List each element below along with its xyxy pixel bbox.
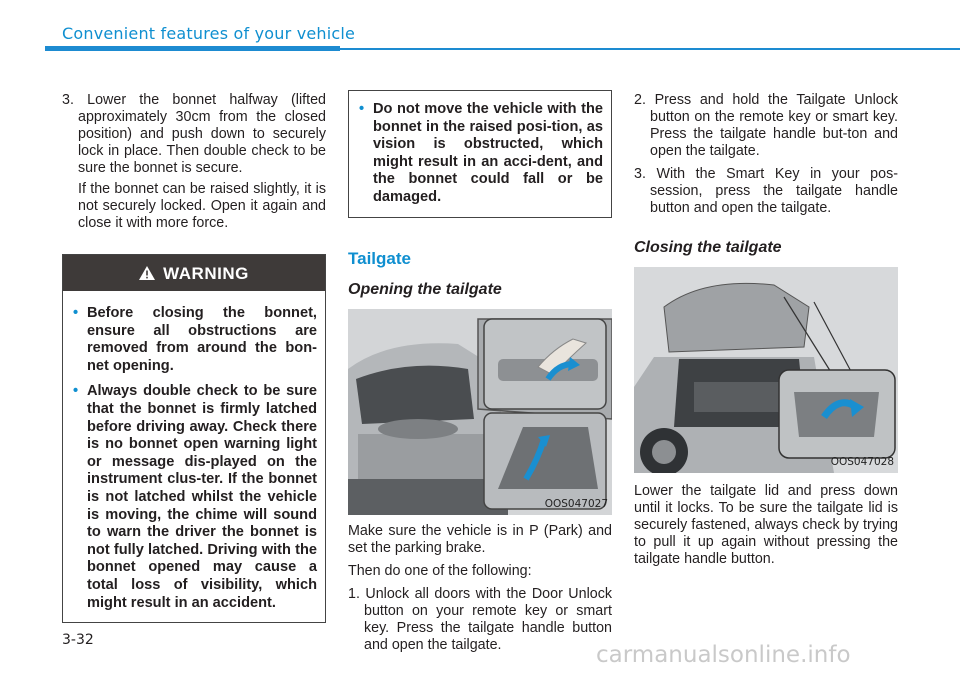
caution-item: • Do not move the vehicle with the bonnet in the raised posi-tion, as vision is obstructed, which might result in an acci-dent, and the bonnet could fall or be damaged. xyxy=(359,101,603,207)
tailgate-opening-illustration xyxy=(348,309,612,515)
warning-label: WARNING xyxy=(163,263,249,283)
step-3-smart-key-text: 3. With the Smart Key in your pos-session, press the tailgate handle button and open the tailgate. xyxy=(634,166,898,216)
subsection-title-opening: Opening the tailgate xyxy=(348,280,502,298)
column-3 xyxy=(634,92,898,568)
options-intro: Then do one of the following: xyxy=(348,562,532,579)
park-instruction: Make sure the vehicle is in P (Park) and set the parking brake. xyxy=(348,522,612,556)
figure-code: OOS047028 xyxy=(830,456,894,468)
step-1-text: 1. Unlock all doors with the Door Unlock button on your remote key or smart key. Press the tailgate handle button and open the tailgate. xyxy=(348,585,612,653)
column-1 xyxy=(62,92,326,623)
figure-opening-tailgate xyxy=(348,309,612,515)
warning-body xyxy=(63,291,325,622)
section-title-tailgate: Tailgate xyxy=(348,248,411,268)
figure-code: OOS047027 xyxy=(544,497,608,510)
step-2-text: 2. Press and hold the Tailgate Unlock button on the remote key or smart key. Press the tailgate handle but-ton and open the tailgate. xyxy=(634,92,898,159)
subsection-title-closing: Closing the tailgate xyxy=(634,239,782,256)
closing-instruction: Lower the tailgate lid and press down until it locks. To be sure the tailgate lid is securely fastened, always check by trying to pull it up again without pressing the tailgate handle button. xyxy=(634,483,898,567)
figure-closing-tailgate xyxy=(634,267,898,473)
warning-triangle-icon xyxy=(139,266,155,280)
tailgate-closing-illustration xyxy=(634,267,898,473)
caution-box xyxy=(348,90,612,218)
warning-item: • Before closing the bonnet, ensure all obstructions are removed from around the bon-net opening. xyxy=(73,305,317,375)
warning-box xyxy=(62,254,326,623)
warning-item: • Always double check to be sure that the bonnet is firmly latched before driving away. Check there is no bonnet open warning light or message dis-played on the instrument clus-ter. If the bonnet is not latched whilst the vehicle is moving, the chime will sound to warn the driver the bonnet is not fully latched. Driving with the bonnet opened may cause a total loss of visibility, which might result in an accident. xyxy=(73,383,317,612)
column-2 xyxy=(348,90,612,654)
note-text: If the bonnet can be raised slightly, it is not securely locked. Open it again and close it with more force. xyxy=(78,181,326,231)
site-watermark: carmanualsonline.info xyxy=(596,642,851,668)
step-3-text: 3. Lower the bonnet halfway (lifted approximately 30cm from the closed position) and push down to securely lock in place. Then double check to be sure the bonnet is secure. xyxy=(62,92,326,176)
warning-header xyxy=(63,255,325,291)
section-header-title: Convenient features of your vehicle xyxy=(62,24,356,43)
page-number: 3-32 xyxy=(62,632,94,648)
header-rule-accent xyxy=(45,46,340,51)
